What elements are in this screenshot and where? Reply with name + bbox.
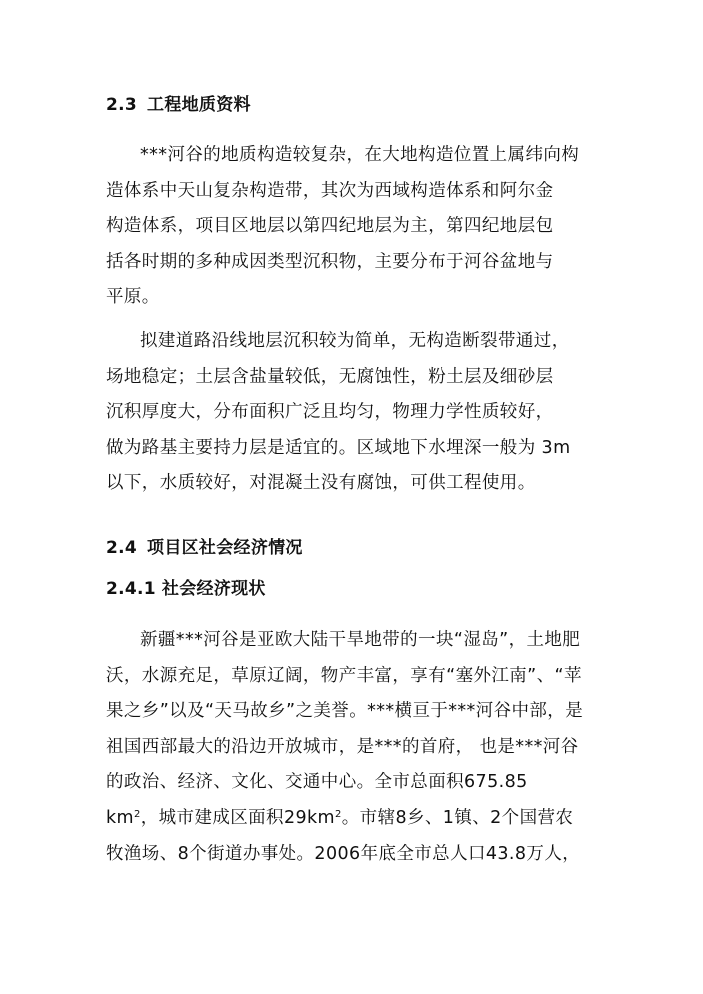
section-heading-2-3: [106, 94, 251, 116]
text-line: ***河谷的地质构造较复杂，在大地构造位置上属纬向构: [140, 145, 580, 165]
text-line: 括各时期的多种成因类型沉积物，主要分布于河谷盆地与: [106, 251, 554, 272]
text-line: 的政治、经济、文化、交通中心。全市总面积675.85: [106, 772, 528, 793]
text-line: 以下，水质较好，对混凝土没有腐蚀，可供工程使用。: [106, 473, 536, 494]
text-line: 祖国西部最大的沿边开放城市，是***的首府， 也是***河谷: [106, 736, 579, 757]
section-title: 工程地质资料: [147, 95, 251, 115]
paragraph-geology-1: [106, 138, 606, 316]
section-number: 2.4: [106, 538, 138, 558]
superscript: 2: [335, 808, 342, 820]
section-title: 社会经济现状: [161, 579, 266, 599]
paragraph-geology-2: [106, 324, 606, 502]
text-line: 平原。: [106, 287, 160, 308]
section-number: 2.4.1: [106, 579, 156, 599]
text-line: 拟建道路沿线地层沉积较为简单，无构造断裂带通过，: [140, 331, 570, 351]
text-line: 做为路基主要持力层是适宜的。区域地下水埋深一般为 3m: [106, 437, 571, 458]
text-line: 沃，水源充足，草原辽阔，物产丰富，享有“塞外江南”、“苹: [106, 665, 582, 686]
text-line: 牧渔场、8个街道办事处。2006年底全市总人口43.8万人，: [106, 843, 581, 864]
text-line-area: [106, 801, 606, 837]
section-heading-2-4-1: [106, 578, 266, 600]
text-line: 场地稳定；土层含盐量较低，无腐蚀性，粉土层及细砂层: [106, 366, 554, 387]
paragraph-economy: [106, 623, 606, 872]
section-title: 项目区社会经济情况: [147, 538, 303, 558]
text-line: 造体系中天山复杂构造带，其次为西域构造体系和阿尔金: [106, 180, 554, 201]
superscript: 2: [133, 808, 141, 820]
text-segment: ，城市建成区面积29km: [140, 807, 335, 828]
text-line: 构造体系，项目区地层以第四纪地层为主，第四纪地层包: [106, 216, 554, 237]
section-number: 2.3: [106, 95, 138, 115]
text-segment: 。市辖8乡、1镇、2个国营农: [341, 807, 574, 828]
text-segment: km: [106, 807, 134, 828]
text-line: 沉积厚度大，分布面积广泛且均匀，物理力学性质较好，: [106, 402, 554, 423]
text-line: 新疆***河谷是亚欧大陆干旱地带的一块“湿岛”，土地肥: [140, 630, 581, 650]
section-heading-2-4: [106, 537, 303, 559]
text-line: 果之乡”以及“天马故乡”之美誉。***横亘于***河谷中部，是: [106, 701, 584, 722]
